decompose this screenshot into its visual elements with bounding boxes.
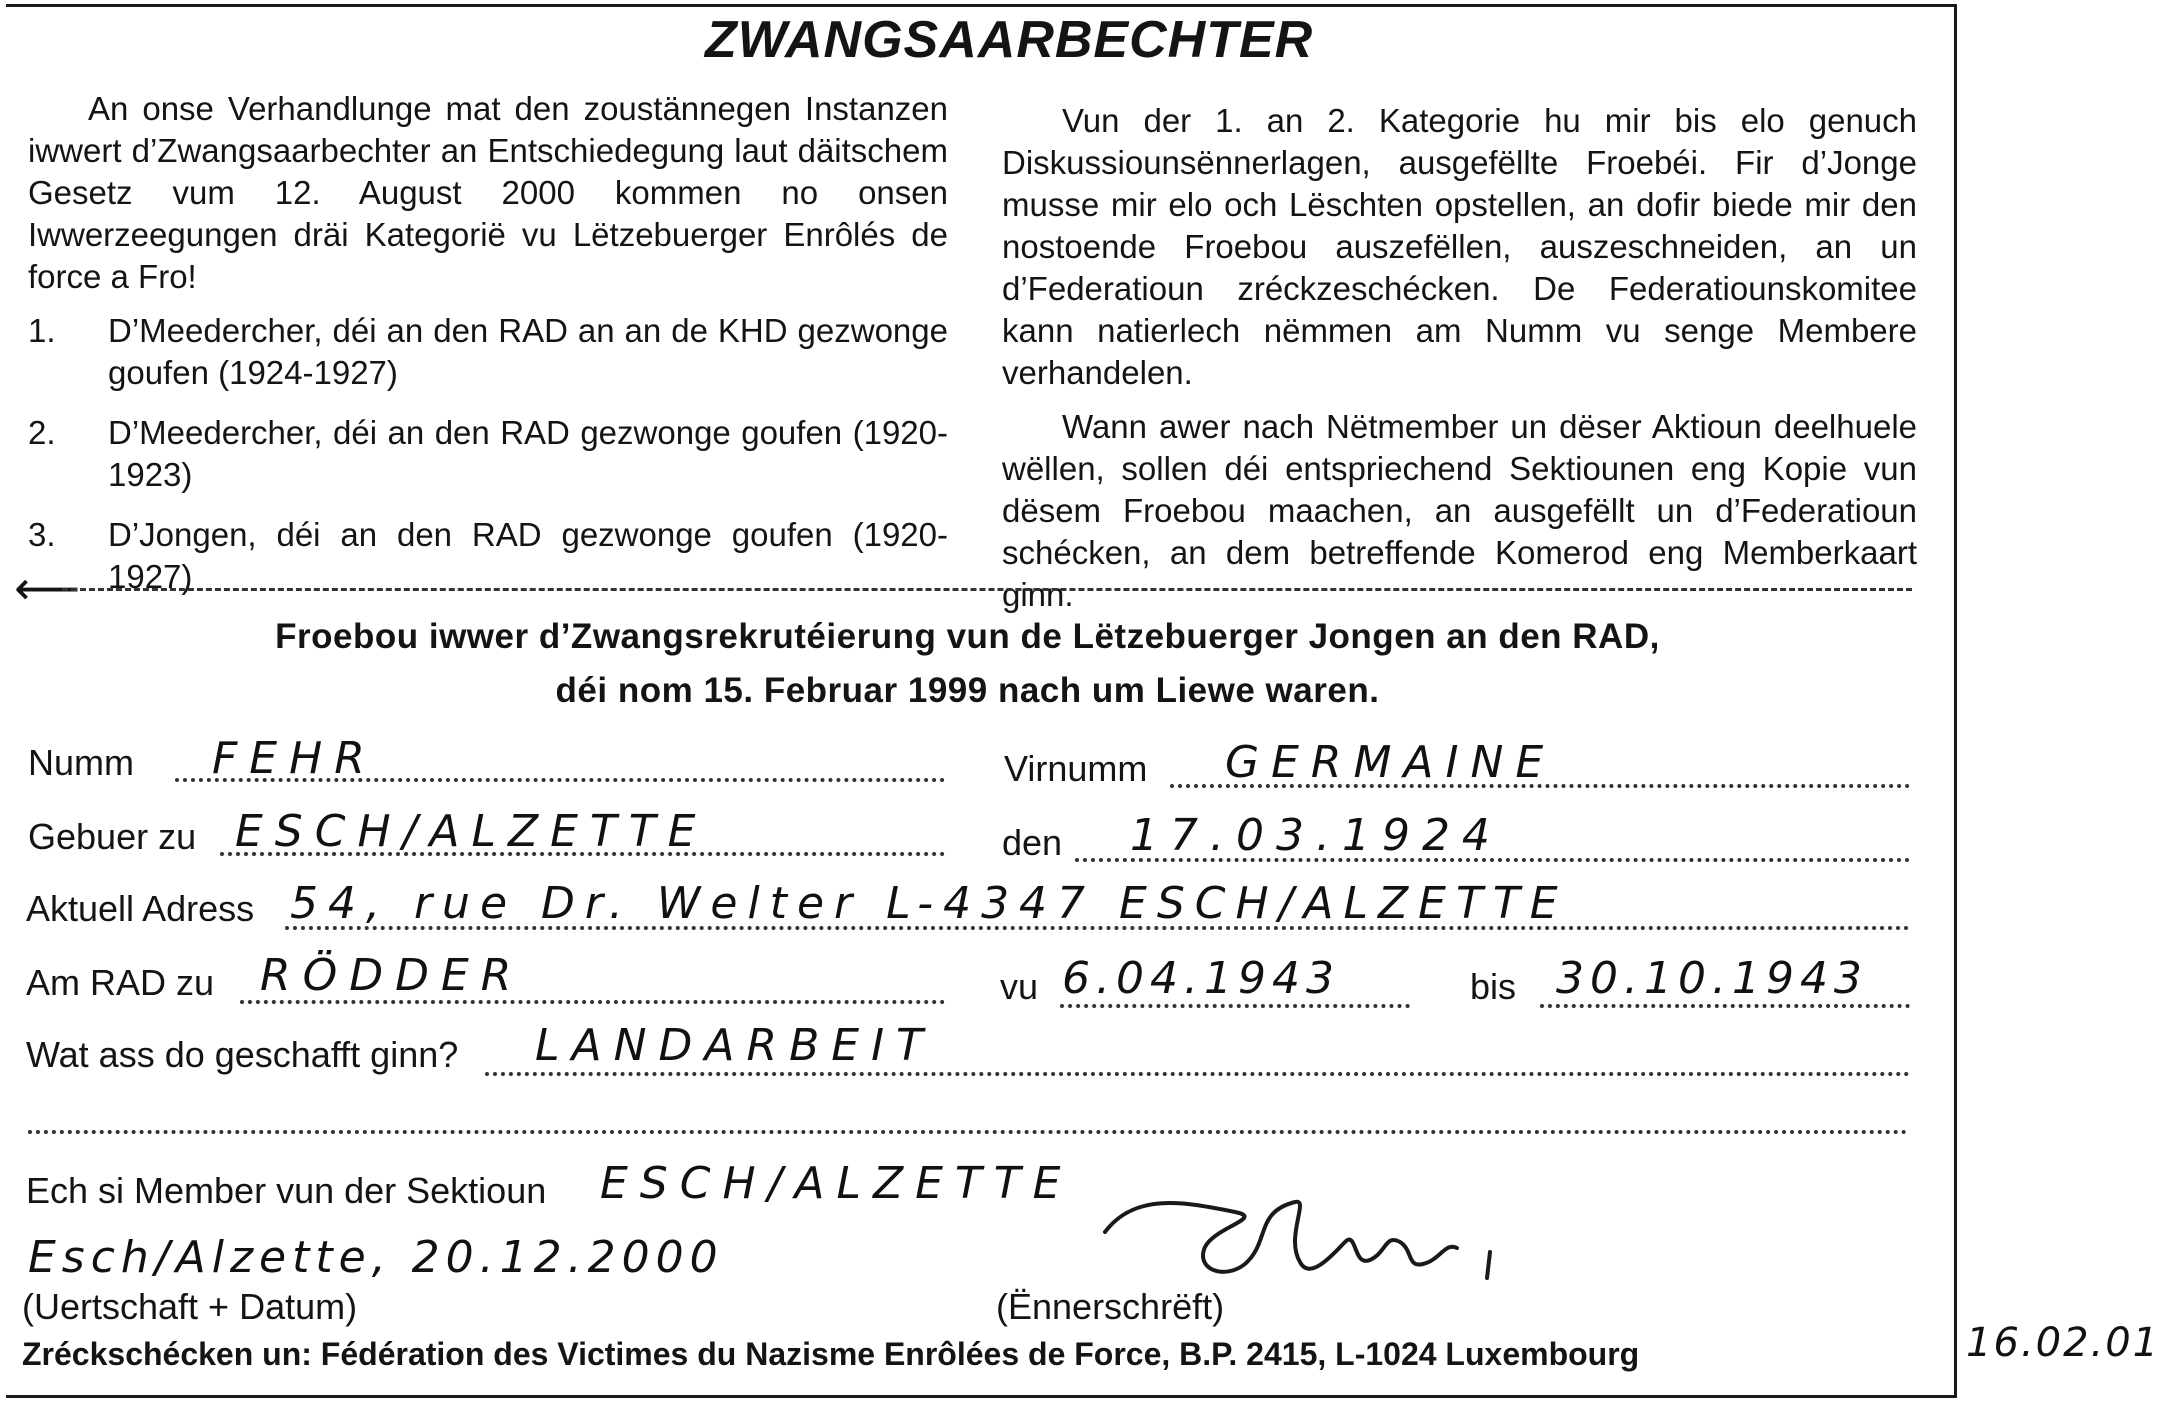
- category-item: [28, 514, 948, 598]
- form-title: [60, 610, 1875, 718]
- cut-line: [62, 588, 1912, 591]
- category-list: [28, 310, 948, 598]
- label-wat-geschafft: Wat ass do geschafft ginn?: [26, 1034, 459, 1075]
- label-uertschaft-datum: (Uertschaft + Datum): [22, 1286, 358, 1327]
- label-virnumm: Virnumm: [1004, 748, 1148, 789]
- category-text: D’Meedercher, déi an den RAD an an de KHD gezwonge goufen (1924-1927): [108, 312, 948, 391]
- right-paragraph-2: Wann awer nach Nëtmember un dëser Aktioun deelhuele wëllen, sollen déi entspriechend Sektiounen eng Kopie vun dësem Froebou maachen, an ausgefëllt un d’Federatioun schécken, an dem betreffende Komerod eng Memberkaart ginn.: [1002, 408, 1917, 613]
- label-vu: vu: [1000, 966, 1039, 1007]
- value-wat-geschafft[interactable]: LANDARBEIT: [535, 1020, 935, 1071]
- form-title-line-2: déi nom 15. Februar 1999 nach um Liewe waren.: [555, 671, 1380, 710]
- category-number: 2.: [28, 414, 56, 451]
- intro-paragraph: An onse Verhandlunge mat den zoustännegen Instanzen iwwert d’Zwangsaarbechter an Entschiedegung laut däitschem Gesetz vum 12. August 2000 kommen no onsen Iwwerzeegungen dräi Kategorië vu Lëtzebuerger Enrôlés de force a Fro!: [28, 90, 948, 295]
- label-bis: bis: [1470, 966, 1517, 1007]
- value-vu[interactable]: 6.04.1943: [1062, 953, 1340, 1004]
- dotted-line: [1060, 1004, 1410, 1008]
- label-numm: Numm: [28, 742, 134, 783]
- value-member-sektioun[interactable]: ESCH/ALZETTE: [600, 1158, 1073, 1209]
- value-numm[interactable]: FEHR: [212, 733, 377, 784]
- form-title-line-1: Froebou iwwer d’Zwangsrekrutéierung vun de Lëtzebuerger Jongen an den RAD,: [275, 617, 1660, 656]
- category-item: [28, 310, 948, 394]
- label-member-sektioun: Ech si Member vun der Sektioun: [26, 1170, 547, 1211]
- value-aktuell-adress[interactable]: 54, rue Dr. Welter L-4347 ESCH/ALZETTE: [290, 878, 1568, 929]
- right-column: [1002, 100, 1917, 628]
- value-virnumm[interactable]: GERMAINE: [1225, 737, 1556, 788]
- category-number: 3.: [28, 516, 56, 553]
- label-den: den: [1002, 822, 1063, 863]
- value-den[interactable]: 17.03.1924: [1130, 810, 1502, 861]
- dotted-line: [1540, 1004, 1910, 1008]
- return-address: Zréckschécken un: Fédération des Victimes du Nazisme Enrôlées de Force, B.P. 2415, L-1024 Luxembourg: [22, 1336, 1640, 1372]
- category-text: D’Jongen, déi an den RAD gezwonge goufen (1920-1927): [108, 516, 948, 595]
- value-uertschaft-datum[interactable]: Esch/Alzette, 20.12.2000: [28, 1232, 724, 1283]
- left-column: [28, 88, 948, 616]
- category-text: D’Meedercher, déi an den RAD gezwonge goufen (1920-1923): [108, 414, 948, 493]
- dotted-line-blank[interactable]: [28, 1130, 1908, 1134]
- label-gebuer-zu: Gebuer zu: [28, 816, 197, 857]
- dotted-line: [485, 1072, 1910, 1076]
- label-am-rad-zu: Am RAD zu: [26, 962, 215, 1003]
- value-am-rad-zu[interactable]: RÖDDER: [260, 950, 524, 1001]
- right-paragraph-1: Vun der 1. an 2. Kategorie hu mir bis elo genuch Diskussiounsënnerlagen, ausgefëllte Froebéi. Fir d’Jonge musse mir elo och Lëschten opstellen, an dofir biede mir den nostoende Froebou auszefëllen, auszeschneiden, an un d’Federatioun zréckzeschécken. De Federatiounskomitee kann natierlech nëmmen am Numm vu senge Membere verhandelen.: [1002, 102, 1917, 391]
- signature-scribble: [1095, 1172, 1535, 1302]
- value-gebuer-zu[interactable]: ESCH/ALZETTE: [235, 806, 708, 857]
- category-number: 1.: [28, 312, 56, 349]
- document-title: ZWANGSAARBECHTER: [705, 11, 1314, 69]
- margin-note: 16.02.01: [1966, 1320, 2160, 1366]
- value-bis[interactable]: 30.10.1943: [1556, 953, 1868, 1004]
- scissors-arrow-icon: ⟵: [14, 562, 80, 614]
- label-ennerschreft: (Ënnerschrëft): [996, 1286, 1225, 1327]
- label-aktuell-adress: Aktuell Adress: [26, 888, 255, 929]
- category-item: [28, 412, 948, 496]
